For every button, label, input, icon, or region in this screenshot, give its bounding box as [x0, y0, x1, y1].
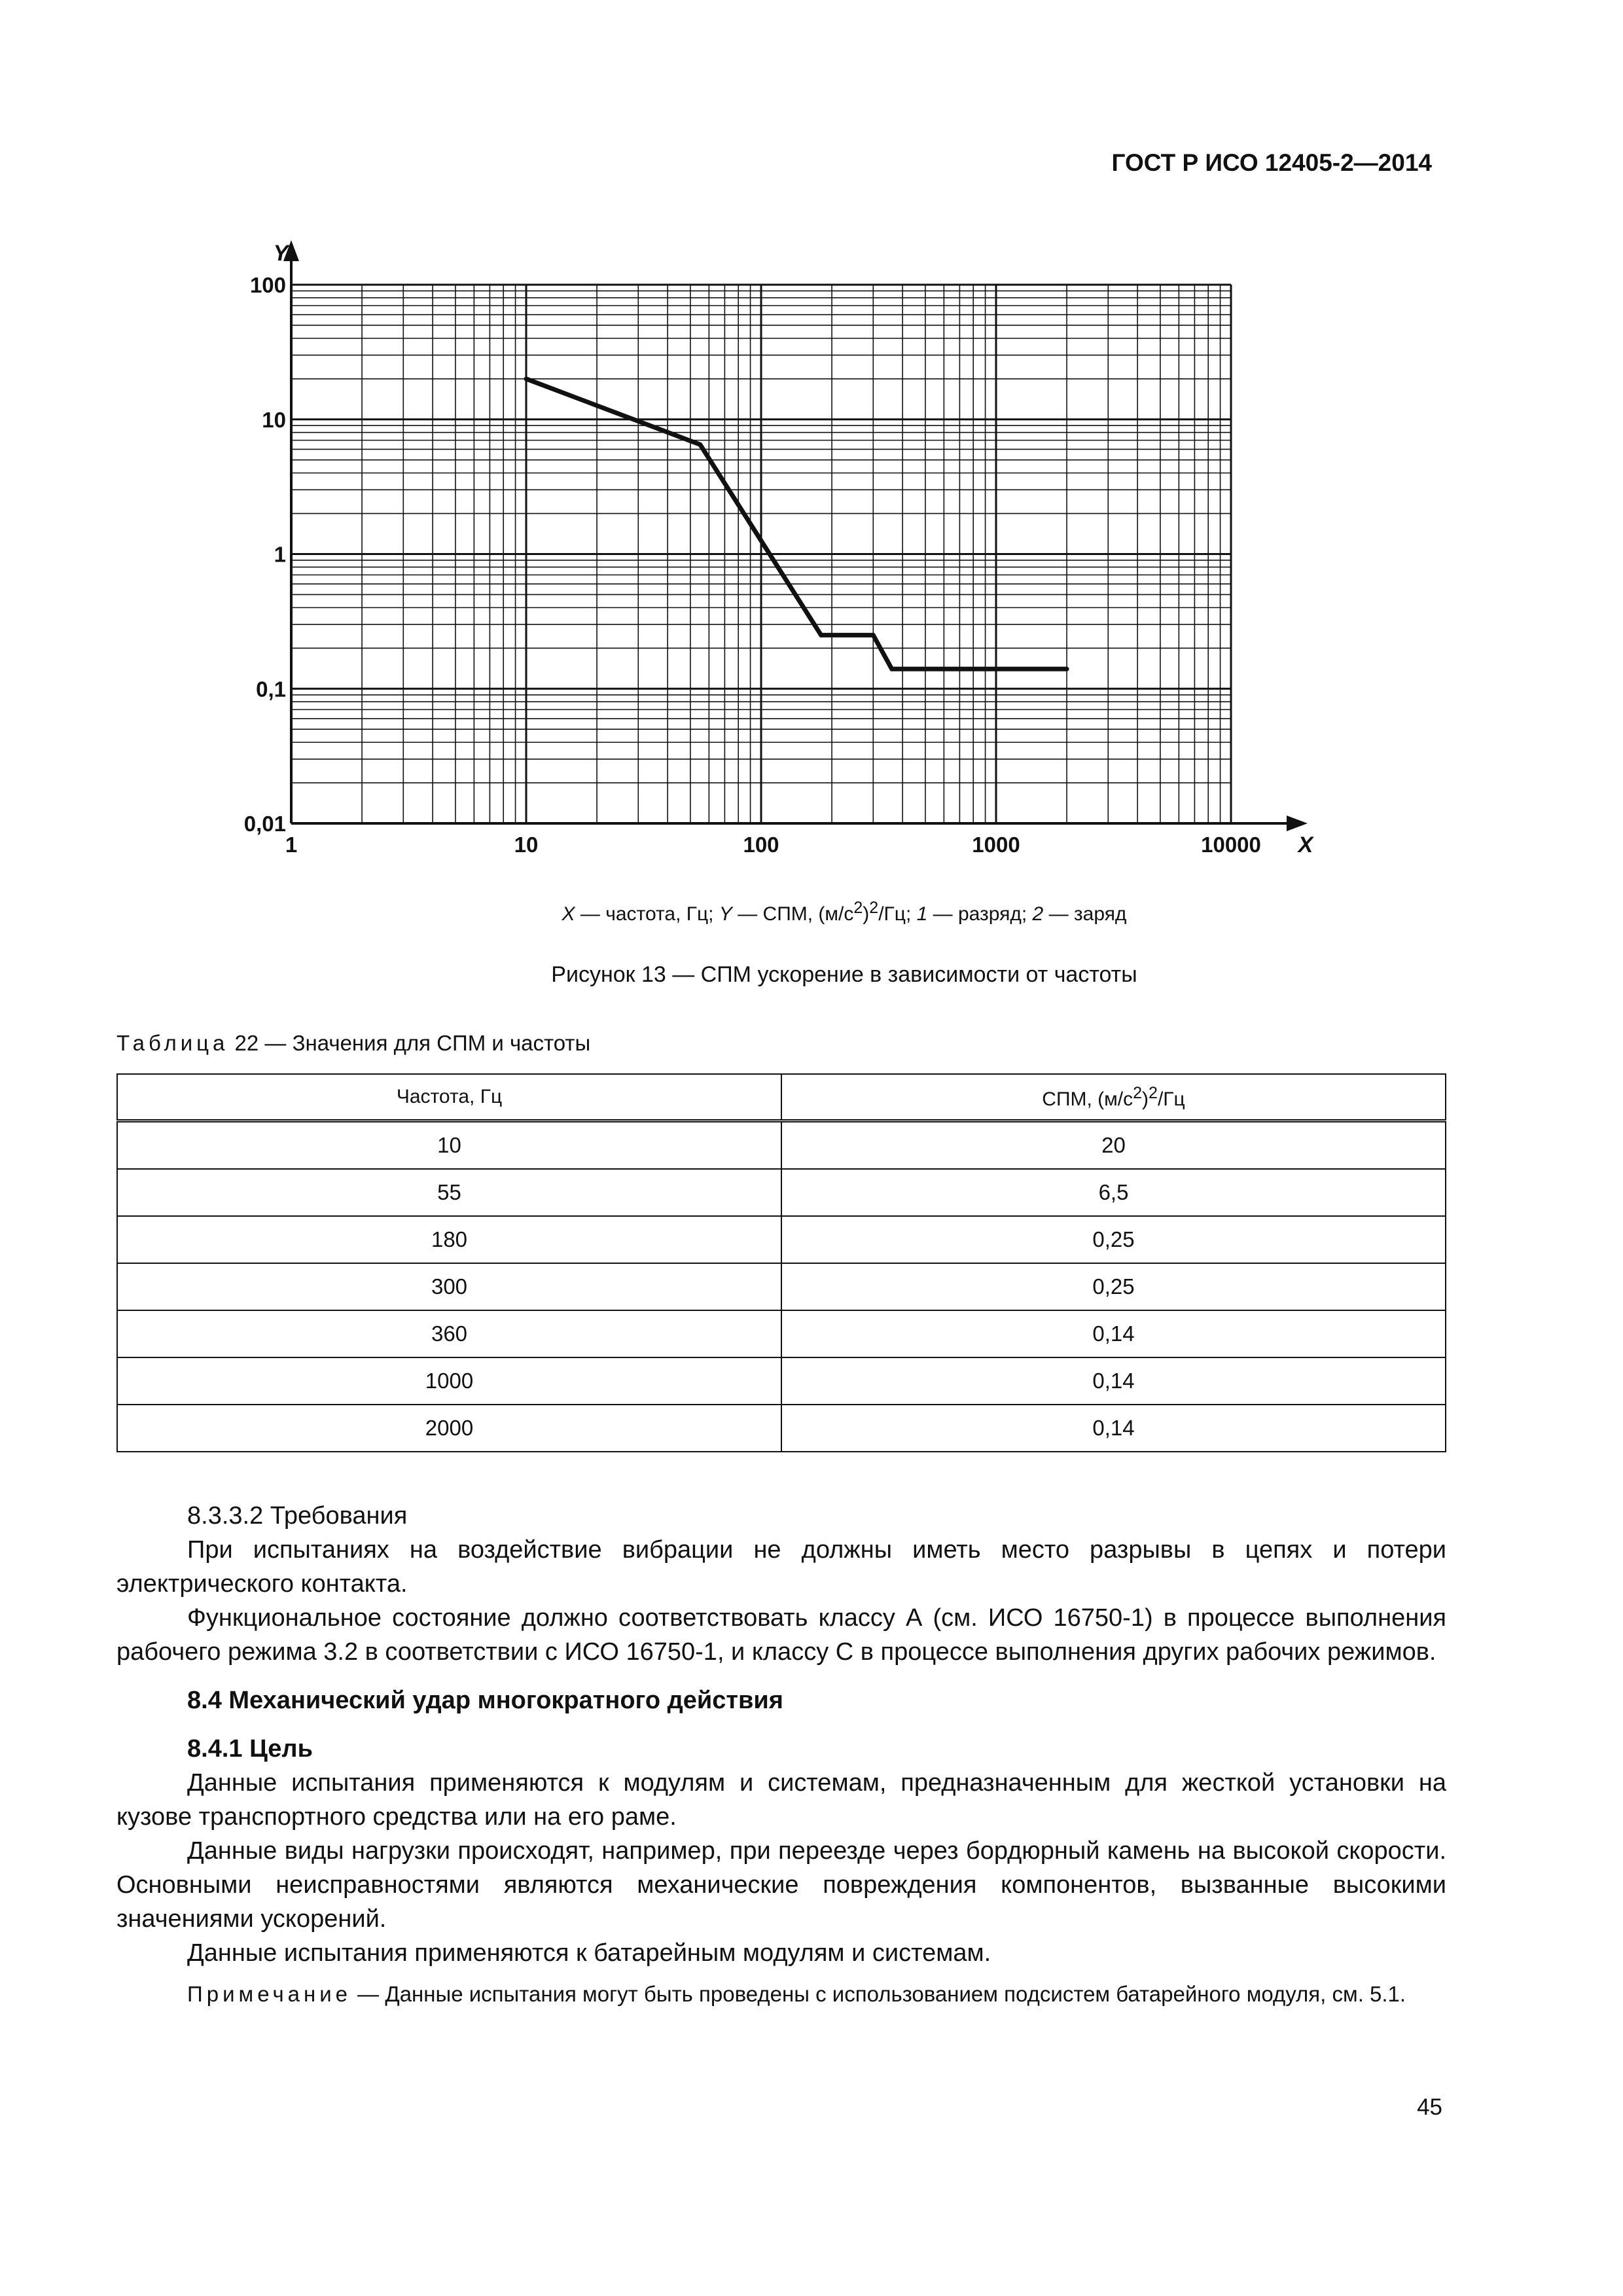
y-tick-label: 0,01 [243, 812, 286, 836]
section-8332-heading: 8.3.3.2 Требования [187, 1502, 408, 1530]
x-tick-label: 100 [743, 833, 779, 857]
table-cell-frequency: 55 [117, 1169, 781, 1216]
legend-x-symbol: X [562, 903, 575, 925]
table-title [116, 1031, 590, 1056]
note-text: — Данные испытания могут быть проведены с использованием подсистем батарейного модуля, см. 5.1. [351, 1982, 1406, 2006]
table-cell-frequency: 1000 [117, 1357, 781, 1405]
table-cell-frequency: 2000 [117, 1405, 781, 1452]
psd-data-point [1065, 667, 1069, 672]
legend-x-text: — частота, Гц; [575, 903, 719, 925]
y-tick-label: 0,1 [256, 677, 286, 702]
paragraph: Данные виды нагрузки происходят, например, при переезде через бордюрный камень на высокой скорости. Основными неисправностями являются механические повреждения компонентов, вызванные высокими значениями ускорений. [116, 1837, 1446, 1933]
y-axis-label: Y [273, 241, 289, 266]
section-84-heading: 8.4 Механический удар многократного действия [187, 1687, 783, 1714]
psd-data-point [994, 667, 999, 672]
legend-y-mid: ) [863, 903, 870, 925]
table-row [117, 1263, 1446, 1310]
document-code: ГОСТ Р ИСО 12405-2—2014 [1111, 149, 1432, 176]
legend-one-symbol: 1 [916, 903, 928, 925]
x-tick-label: 10 [514, 833, 539, 857]
table-header-psd-post: /Гц [1157, 1088, 1185, 1110]
table-title-text: 22 — Значения для СПМ и частоты [228, 1031, 591, 1055]
table-header-psd [781, 1074, 1446, 1121]
x-axis-label: X [1298, 833, 1313, 857]
chart-ticks [244, 241, 1315, 857]
table-title-label: Таблица [116, 1031, 229, 1055]
legend-y-sup1: 2 [853, 899, 863, 917]
table-cell-psd: 0,25 [781, 1263, 1446, 1310]
psd-data-point [524, 376, 529, 381]
table-header-psd-sup2: 2 [1149, 1083, 1158, 1102]
y-tick-label: 1 [274, 542, 286, 567]
psd-data-point [871, 633, 876, 637]
legend-y-sup2: 2 [869, 899, 879, 917]
table-header-psd-pre: СПМ, (м/с [1042, 1088, 1133, 1110]
table-row [117, 1121, 1446, 1170]
legend-y-symbol: Y [719, 903, 732, 925]
figure-caption: Рисунок 13 — СПМ ускорение в зависимости от частоты [551, 962, 1137, 987]
page-number: 45 [1417, 2094, 1442, 2120]
table-cell-psd: 0,14 [781, 1357, 1446, 1405]
chart-grid [291, 285, 1231, 823]
paragraph: Функциональное состояние должно соответствовать классу А (см. ИСО 16750-1) в процессе выполнения рабочего режима 3.2 в соответствии с ИСО 16750-1, и классу С в процессе выполнения других рабочих режимов. [116, 1604, 1446, 1666]
table-header-psd-sup1: 2 [1133, 1083, 1143, 1102]
chart-series [524, 376, 1069, 671]
table-cell-psd: 0,14 [781, 1310, 1446, 1357]
table-header-row [117, 1074, 1446, 1121]
x-tick-label: 10000 [1201, 833, 1261, 857]
psd-data-point [889, 667, 894, 672]
psd-data-point [819, 633, 823, 637]
table-cell-psd: 0,14 [781, 1405, 1446, 1452]
legend-y-end: /Гц; [878, 903, 917, 925]
psd-data-point [698, 442, 702, 447]
section-841-heading: 8.4.1 Цель [187, 1735, 313, 1763]
y-tick-label: 10 [262, 407, 286, 432]
note-label: Примечание [187, 1982, 352, 2006]
legend-two-symbol: 2 [1032, 903, 1044, 925]
psd-chart [0, 0, 1623, 929]
table-cell-psd: 20 [781, 1121, 1446, 1170]
x-tick-label: 1 [285, 833, 298, 857]
psd-table [116, 1073, 1446, 1452]
table-row [117, 1310, 1446, 1357]
paragraph: При испытаниях на воздействие вибрации не должны иметь место разрывы в цепях и потери электрического контакта. [116, 1536, 1446, 1598]
table-header-psd-mid: ) [1142, 1088, 1149, 1110]
table-row [117, 1405, 1446, 1452]
table-cell-frequency: 300 [117, 1263, 781, 1310]
y-tick-label: 100 [249, 273, 286, 297]
legend-y-text: — СПМ, (м/с [732, 903, 854, 925]
table-cell-psd: 0,25 [781, 1216, 1446, 1263]
paragraph: Данные испытания применяются к батарейным модулям и системам. [187, 1939, 991, 1967]
table-header-frequency: Частота, Гц [117, 1074, 781, 1121]
legend-two-text: — заряд [1043, 903, 1127, 925]
table-row [117, 1357, 1446, 1405]
paragraph: Данные испытания применяются к модулям и системам, предназначенным для жесткой установки на кузове транспортного средства или на его раме. [116, 1769, 1446, 1831]
legend-one-text: — разряд; [927, 903, 1033, 925]
note [116, 1979, 1446, 2009]
x-tick-label: 1000 [972, 833, 1020, 857]
table-cell-psd: 6,5 [781, 1169, 1446, 1216]
table-cell-frequency: 10 [117, 1121, 781, 1170]
table-cell-frequency: 360 [117, 1310, 781, 1357]
table-row [117, 1169, 1446, 1216]
table-row [117, 1216, 1446, 1263]
figure-legend [0, 899, 1623, 925]
x-axis-arrow [1287, 816, 1308, 831]
body-text [116, 1499, 1446, 2009]
table-cell-frequency: 180 [117, 1216, 781, 1263]
